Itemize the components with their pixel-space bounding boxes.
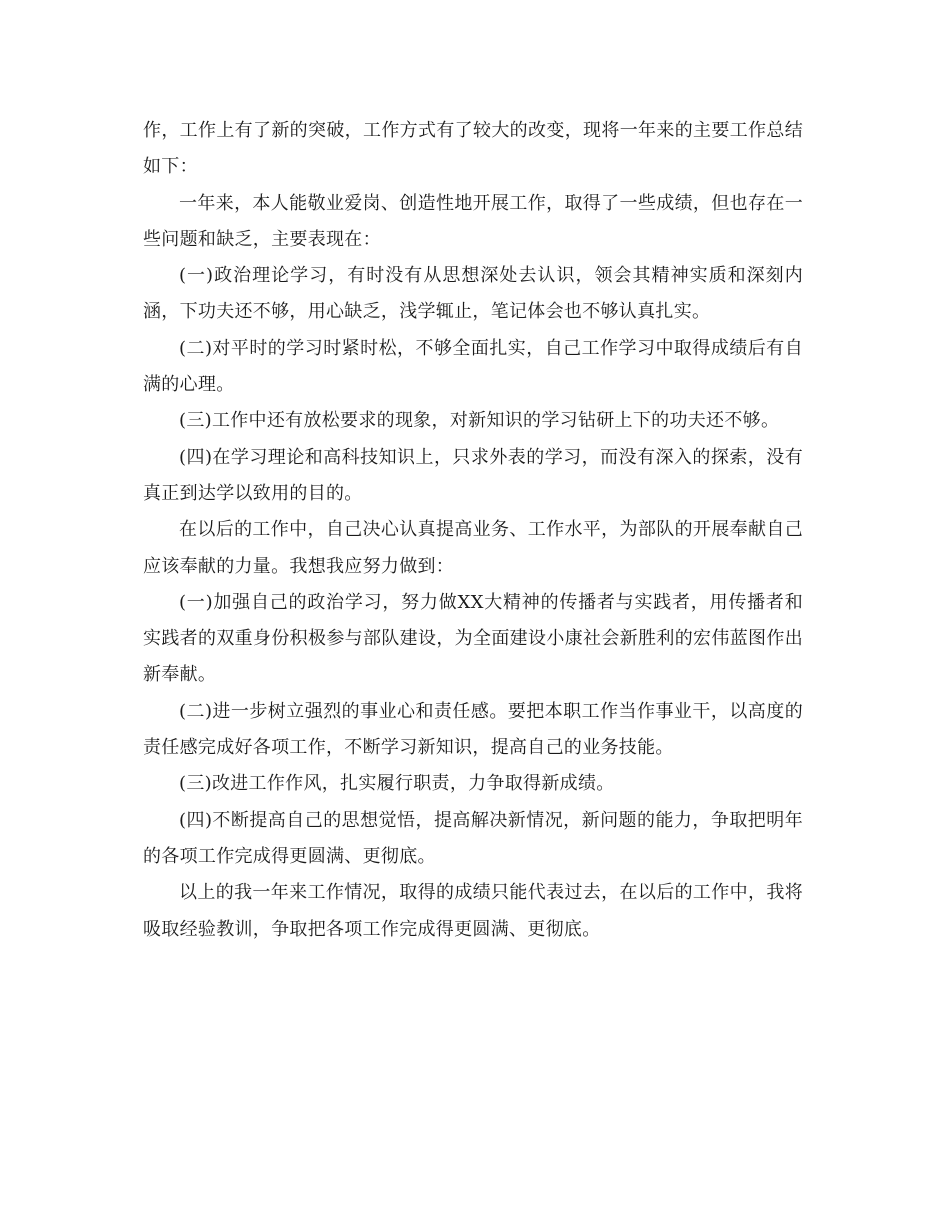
paragraph-resolution: 在以后的工作中，自己决心认真提高业务、工作水平，为部队的开展奉献自己应该奉献的力量。我想我应努力做到：	[143, 519, 803, 577]
paragraph-goal-3: (三)改进工作作风，扎实履行职责，力争取得新成绩。	[179, 773, 615, 795]
paragraph-issue-1: (一)政治理论学习，有时没有从思想深处去认识，领会其精神实质和深刻内涵，下功夫还不够，用心缺乏，浅学辄止，笔记体会也不够认真扎实。	[143, 265, 803, 323]
paragraph-issue-4: (四)在学习理论和高科技知识上，只求外表的学习，而没有深入的探索，没有真正到达学以致用的目的。	[143, 446, 803, 504]
paragraph-intro-continued: 作，工作上有了新的突破，工作方式有了较大的改变，现将一年来的主要工作总结如下：	[143, 120, 803, 178]
paragraph-summary: 一年来，本人能敬业爱岗、创造性地开展工作，取得了一些成绩，但也存在一些问题和缺乏，主要表现在：	[143, 192, 803, 250]
document-body	[143, 113, 803, 948]
paragraph-issue-3: (三)工作中还有放松要求的现象，对新知识的学习钻研上下的功夫还不够。	[179, 410, 780, 432]
paragraph-issue-2: (二)对平时的学习时紧时松，不够全面扎实，自己工作学习中取得成绩后有自满的心理。	[143, 337, 803, 396]
paragraph-goal-2: (二)进一步树立强烈的事业心和责任感。要把本职工作当作事业干，以高度的责任感完成好各项工作，不断学习新知识，提高自己的业务技能。	[143, 700, 803, 759]
paragraph-goal-1: (一)加强自己的政治学习，努力做XX大精神的传播者与实践者，用传播者和实践者的双重身份积极参与部队建设，为全面建设小康社会新胜利的宏伟蓝图作出新奉献。	[143, 591, 803, 686]
paragraph-conclusion: 以上的我一年来工作情况，取得的成绩只能代表过去，在以后的工作中，我将吸取经验教训，争取把各项工作完成得更圆满、更彻底。	[143, 882, 803, 940]
paragraph-goal-4: (四)不断提高自己的思想觉悟，提高解决新情况，新问题的能力，争取把明年的各项工作完成得更圆满、更彻底。	[143, 809, 803, 867]
